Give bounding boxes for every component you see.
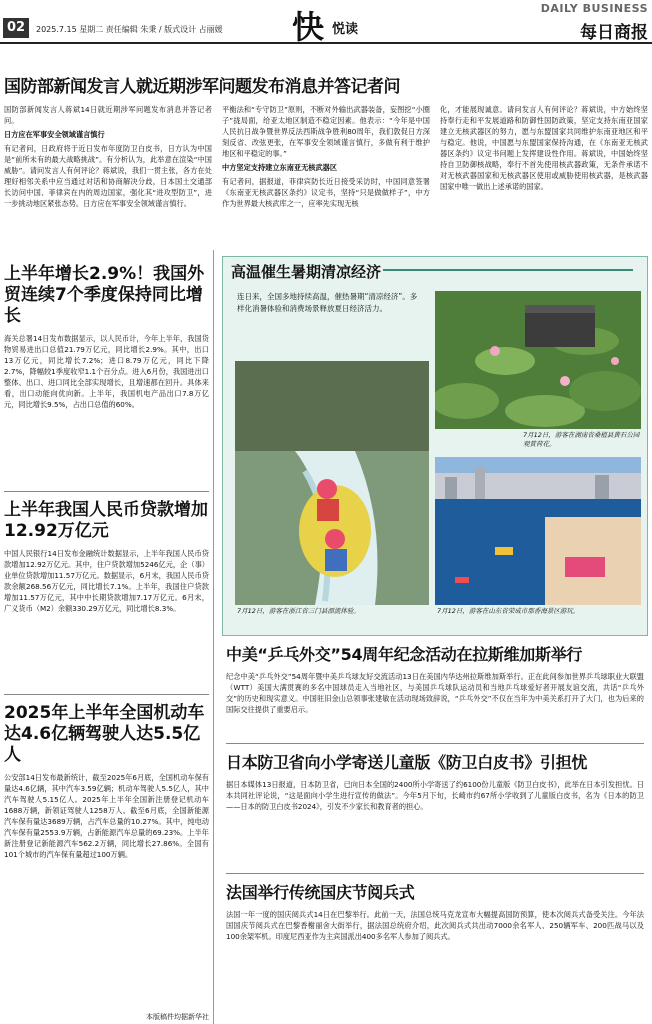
story-pingpong-title: 中美“乒乓外交”54周年纪念活动在拉斯维加斯举行 bbox=[226, 645, 583, 664]
story-trade-body: 海关总署14日发布数据显示，以人民币计，今年上半年，我国货物贸易进出口总值21.79万亿元，同比增长2.9%。其中，出口13万亿元，同比增长7.2%；进口8.79万亿元，同比下降2.7%，降幅较1季度收窄1.1个百分点。进入6月份，我国进出口整体、出口、进口同比全部实现增长，且增速都在回升。具体来看，出口动能向优向新。上半年，我国机电产品出口7.8万亿元，同比增长9.5%，占出口总值的60%。 bbox=[4, 334, 209, 409]
story-loans-body: 中国人民银行14日发布金融统计数据显示，上半年我国人民币贷款增加12.92万亿元。其中，住户贷款增加5246亿元，企（事）业单位贷款增加11.57万亿元。数据显示，6月末，我国人民币贷款余额268.56万亿元，同比增长7.1%。上半年，我国住户贷款增加11.57万亿元，其中中长期贷款增加7.17万亿元。6月末，广义货币（M2）余额330.29万亿元，同比增长8.3%。 bbox=[4, 549, 209, 613]
top-col-3 bbox=[440, 104, 648, 244]
right-stories bbox=[222, 640, 648, 1024]
divider bbox=[226, 873, 644, 874]
story-trade-title: 上半年增长2.9%！我国外贸连续7个季度保持同比增长 bbox=[4, 264, 205, 326]
brand-en: DAILY BUSINESS bbox=[540, 2, 648, 15]
story-vehicles-body: 公安部14日发布最新统计，截至2025年6月底，全国机动车保有量达4.6亿辆，其中汽车3.59亿辆；机动车驾驶人5.5亿人，其中汽车驾驶人5.15亿人。2025年上半年全国新注册登记机动车1688万辆，新领证驾驶人1258万人。截至6月底，全国新能源汽车保有量达3689万辆，占汽车总量的10.27%。其中，纯电动汽车保有量2553.9万辆，占新能源汽车总量的69.23%。上半年新注册登记新能源汽车562.2万辆，同比增长27.86%。全国有101个城市的汽车保有量超过100万辆。 bbox=[4, 773, 209, 859]
top-col1-lead: 国防部新闻发言人蒋斌14日就近期涉军问题发布消息并答记者问。 bbox=[4, 105, 212, 125]
top-story-columns bbox=[4, 104, 648, 244]
top-col3-body: 化，才能展现诚意。请问发言人有何评论？蒋斌说，中方始终坚持奉行走和平发展道路和防御性国防政策，坚定支持东南亚国家建立无核武器区的努力，愿与东盟国家共同维护东南亚地区和平与稳定。他说，中国愿与东盟国家保持沟通，在《东南亚无核武器区条约》议定书问题上发挥建设性作用。蒋斌说，中国始终坚持自卫防御核战略，奉行不首先使用核武器政策，无条件承诺不对无核武器国家和无核武器区使用或威胁使用核武器，是核武器国家中唯一做出上述承诺的国家。 bbox=[440, 105, 648, 191]
story-loans bbox=[0, 500, 213, 688]
story-loans-title: 上半年我国人民币贷款增加12.92万亿元 bbox=[4, 500, 208, 541]
top-col1-subhead: 日方应在军事安全领域谨言慎行 bbox=[4, 130, 105, 139]
section-logo-big: 快 bbox=[292, 8, 325, 46]
section-logo-small: 悦读 bbox=[332, 22, 359, 37]
title-rule bbox=[383, 269, 633, 271]
top-col2-body: 平衡法和“专守防卫”原则，不断对外输出武器装备，妄图挖“小圈子”拢局面，给亚太地区制造不稳定因素。他表示：“今年是中国人民抗日战争暨世界反法西斯战争胜利80周年，我们敦促日方深刻反省、改弦更张，在军事安全领域谨言慎行，多做有利于维护地区和平稳定的事。” bbox=[222, 105, 430, 158]
beach-photo bbox=[435, 457, 641, 605]
story-pingpong-body: 纪念中美“乒乓外交”54周年暨中美乒乓球友好交流活动13日在美国内华达州拉斯维加斯举行。正在此间参加世界乒乓球职业大联盟（WTT）美国大满贯赛的多名中国球员走入当地社区，与美国乒乓球队运动员和当地乒乓球爱好者开展友谊交流，共话“乒乓外交”的历史和现实意义。中国驻旧金山总领事张建敏在活动现场致辞说，“乒乓外交”不仅在当年为中美关系打开了大门，也为后来的国际交往提供了重要启示。 bbox=[226, 672, 644, 714]
story-france-body: 法国一年一度的国庆阅兵式14日在巴黎举行。此前一天，法国总统马克龙宣布大幅提高国防预算，使本次阅兵式备受关注。今年法国国庆节阅兵式在巴黎香榭丽舍大街举行，据法国总统府介绍，此次阅兵式共出动7000余名军人、250辆军车、200匹战马以及100余架军机。印度尼西亚作为主宾国派出400多名军人参加了阅兵式。 bbox=[226, 910, 644, 941]
lotus-photo bbox=[435, 291, 641, 429]
top-story bbox=[0, 48, 652, 248]
issue-meta: 2025.7.15 星期二 责任编辑 朱秉 / 版式设计 占丽媛 bbox=[36, 25, 223, 34]
credit-line: 本版稿件均据新华社 bbox=[146, 1013, 209, 1021]
top-col-1 bbox=[4, 104, 212, 244]
rafting-photo bbox=[235, 361, 429, 605]
brand-cn: 每日商报 bbox=[580, 23, 648, 43]
story-vehicles bbox=[0, 703, 213, 972]
top-col-2 bbox=[222, 104, 430, 244]
section-logo bbox=[292, 2, 372, 46]
top-col2-body-b: 有记者问，据报道，菲律宾防长近日接受采访时，中国同意签署《东南亚无核武器区条约》议定书，坚持“只是做做样子”，中方作为世界最大核武库之一，应率先实现无核 bbox=[222, 177, 430, 208]
caption-lotus: 7月12日，游客在湖南省桑植县黄石公园观赏荷花。 bbox=[523, 431, 640, 448]
story-trade bbox=[0, 264, 213, 485]
page-number: 02 bbox=[3, 18, 29, 38]
caption-beach: 7月12日，游客在山东省荣成市那香海景区游玩。 bbox=[437, 607, 580, 615]
top-col2-subhead: 中方坚定支持建立东南亚无核武器区 bbox=[222, 163, 338, 172]
story-france-title: 法国举行传统国庆节阅兵式 bbox=[226, 883, 415, 902]
story-japan-title: 日本防卫省向小学寄送儿童版《防卫白皮书》引担忧 bbox=[226, 753, 588, 772]
feature-intro: 连日来，全国多地持续高温，催热暑期“清凉经济”。多样化消暑体验和消费场景释放夏日经济活力。 bbox=[237, 292, 418, 313]
left-column bbox=[0, 250, 214, 1024]
top-col1-body: 有记者问，日政府将于近日发布年度防卫白皮书，日方认为中国是“前所未有的最大战略挑战”。有分析认为，此举意在渲染“中国威胁”。请问发言人有何评论？蒋斌说，我们一贯主张，各方在处理好相邻关系中应当通过对话和协商解决分歧，日本国土交通部长访问中国、菲律宾在内的周边国家，强化其“进攻型防卫”，进一步挑动地区紧张态势。日方应在军事安全领域谨言慎行。 bbox=[4, 144, 212, 208]
story-vehicles-title: 2025年上半年全国机动车达4.6亿辆驾驶人达5.5亿人 bbox=[4, 703, 205, 765]
page-header bbox=[0, 0, 652, 44]
top-headline: 国防部新闻发言人就近期涉军问题发布消息并答记者问 bbox=[4, 77, 400, 97]
story-japan-body: 据日本媒体13日报道，日本防卫省，已向日本全国的2400所小学寄送了约6100份儿童版《防卫白皮书》，此举在日本引发担忧。日本共同社评论说，“这是面向小学生进行宣传的做法”。今年5月下旬，长崎市约67所小学收到了儿童版白皮书，名为《日本的防卫——日本的防卫白皮书2024》，引发不少家长和教育者的担心。 bbox=[226, 780, 644, 811]
divider bbox=[4, 694, 209, 695]
feature-title: 高温催生暑期清凉经济 bbox=[231, 263, 382, 281]
summer-economy-feature bbox=[222, 256, 648, 636]
divider bbox=[226, 743, 644, 744]
caption-rafting: 7月12日，游客在浙江省三门县漂流体验。 bbox=[237, 607, 360, 615]
divider bbox=[4, 491, 209, 492]
